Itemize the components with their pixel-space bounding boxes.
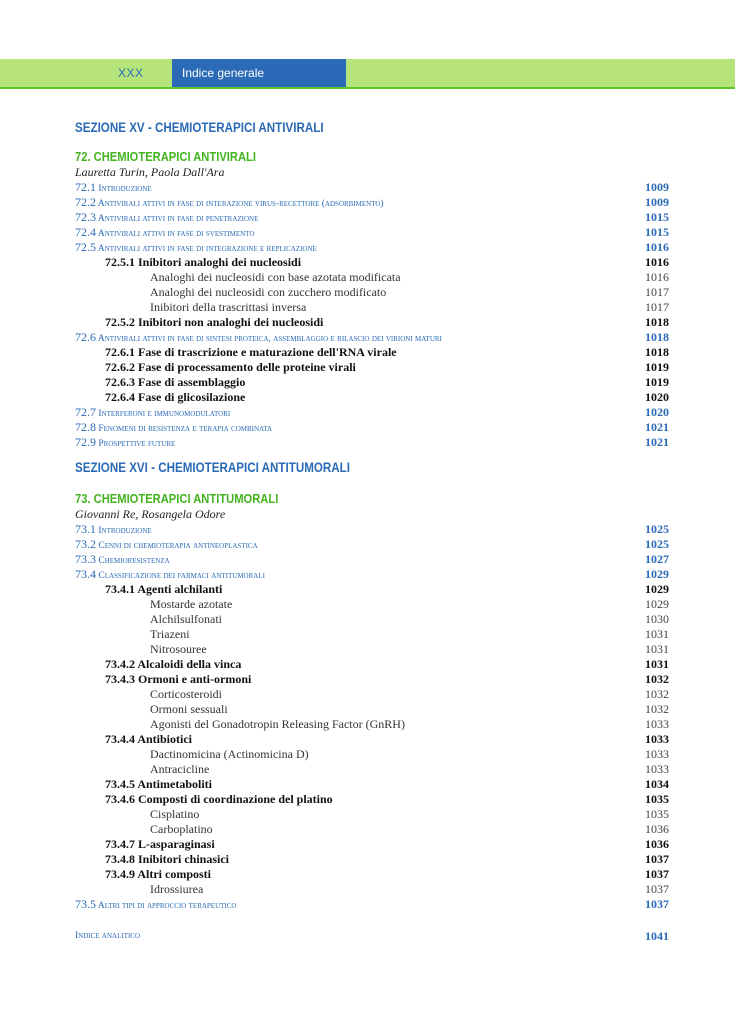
toc-entry xyxy=(75,597,669,612)
toc-entry-label: Triazeni xyxy=(150,627,190,641)
toc-entry-label: 73.4.2 Alcaloidi della vinca xyxy=(105,657,242,671)
toc-entry-number: 73.1 xyxy=(75,522,96,536)
toc-entry xyxy=(75,390,669,405)
toc-entry-title: Antivirali attivi in fase di integrazione e replicazione xyxy=(97,244,317,254)
toc-entry-label xyxy=(75,897,236,914)
toc-entry-title: Antivirali attivi in fase di svestimento xyxy=(97,229,255,239)
toc-entry xyxy=(75,762,669,777)
toc-entry xyxy=(75,435,669,450)
toc-entry-page: 1016 xyxy=(645,240,669,254)
toc-entry xyxy=(75,360,669,375)
toc-entry xyxy=(75,702,669,717)
toc-entry xyxy=(75,195,669,210)
toc-entry-title: Fenomeni di resistenza e terapia combinata xyxy=(98,424,273,434)
section-title: SEZIONE XV - CHEMIOTERAPICI ANTIVIRALI xyxy=(75,120,324,135)
toc-entry-number: 73.4 xyxy=(75,567,96,581)
toc-entry-label: Antracicline xyxy=(150,762,210,776)
toc-entry xyxy=(75,657,669,672)
toc-entry xyxy=(75,582,669,597)
toc-entry-page: 1033 xyxy=(645,762,669,776)
toc-entry-page: 1020 xyxy=(645,390,669,404)
header-page-number: XXX xyxy=(118,66,144,80)
toc-entry xyxy=(75,345,669,360)
toc-entry xyxy=(75,240,669,255)
toc-entry-label: Dactinomicina (Actinomicina D) xyxy=(150,747,309,761)
toc-entry-page: 1025 xyxy=(645,537,669,551)
toc-entry-number: 72.2 xyxy=(75,195,96,209)
toc-entry-page: 1009 xyxy=(645,180,669,194)
toc-entry-page: 1036 xyxy=(645,837,669,851)
toc-entry-page: 1033 xyxy=(645,717,669,731)
toc-entry-title: Prospettive future xyxy=(98,439,176,449)
toc-entry-page: 1017 xyxy=(645,300,669,314)
toc-entry-page: 1020 xyxy=(645,405,669,419)
toc-entry-label: 72.6.3 Fase di assemblaggio xyxy=(105,375,246,389)
toc-entry-page: 1019 xyxy=(645,360,669,374)
toc-entry-label: 72.6.4 Fase di glicosilazione xyxy=(105,390,246,404)
toc-entry-label: 72.5.2 Inibitori non analoghi dei nucleosidi xyxy=(105,315,324,329)
toc-entry-page: 1021 xyxy=(645,420,669,434)
toc-entry-page: 1032 xyxy=(645,702,669,716)
toc-entry-title: Cenni di chemioterapia antineoplastica xyxy=(98,541,258,551)
toc-entry-number: 72.7 xyxy=(75,405,96,419)
toc-entry-page: 1016 xyxy=(645,270,669,284)
toc-entry-number: 72.6 xyxy=(75,330,96,344)
toc-entry-page: 1036 xyxy=(645,822,669,836)
toc-entry xyxy=(75,420,669,435)
toc-entry-page: 1018 xyxy=(645,315,669,329)
toc-entry-label: Carboplatino xyxy=(150,822,213,836)
toc-entry-page: 1035 xyxy=(645,807,669,821)
toc-entry xyxy=(75,642,669,657)
toc-entry xyxy=(75,687,669,702)
toc-entry-page: 1037 xyxy=(645,867,669,881)
toc-entry xyxy=(75,612,669,627)
toc-entry-number: 72.4 xyxy=(75,225,96,239)
toc-entry-label: Idrossiurea xyxy=(150,882,204,896)
toc-entry-page: 1025 xyxy=(645,522,669,536)
toc-entry xyxy=(75,405,669,420)
toc-entry-number: 72.1 xyxy=(75,180,96,194)
header-band xyxy=(0,59,735,87)
toc-entry-title: Introduzione xyxy=(98,184,152,194)
toc-entry xyxy=(75,627,669,642)
toc-entry-label: Inibitori della trascrittasi inversa xyxy=(150,300,307,314)
toc-entry-page: 1037 xyxy=(645,882,669,896)
toc-entry-page: 1033 xyxy=(645,747,669,761)
chapter-authors: Lauretta Turin, Paola Dall'Ara xyxy=(75,165,225,179)
toc-entry-label: 73.4.8 Inibitori chinasici xyxy=(105,852,230,866)
toc-entry-label xyxy=(75,435,175,452)
section-title: SEZIONE XVI - CHEMIOTERAPICI ANTITUMORALI xyxy=(75,460,350,475)
toc-entry xyxy=(75,567,669,582)
toc-entry-page: 1033 xyxy=(645,732,669,746)
toc-entry-title: Antivirali attivi in fase di sintesi proteica, assemblaggio e rilascio dei virioni maturi xyxy=(97,334,442,344)
toc-entry-number: 72.3 xyxy=(75,210,96,224)
toc-entry-page: 1029 xyxy=(645,582,669,596)
toc-entry-label: 73.4.1 Agenti alchilanti xyxy=(105,582,223,596)
chapter-title: 73. CHEMIOTERAPICI ANTITUMORALI xyxy=(75,491,279,506)
toc-entry-page: 1019 xyxy=(645,375,669,389)
toc-entry xyxy=(75,180,669,195)
toc-entry-label: 73.4.6 Composti di coordinazione del platino xyxy=(105,792,333,806)
toc-entry-label: Agonisti del Gonadotropin Releasing Factor (GnRH) xyxy=(150,717,405,731)
toc-entry xyxy=(75,552,669,567)
toc-entry-label: Corticosteroidi xyxy=(150,687,222,701)
toc-entry-number: 72.5 xyxy=(75,240,96,254)
toc-entry-page: 1031 xyxy=(645,657,669,671)
toc-entry xyxy=(75,852,669,867)
toc-entry-label: Analoghi dei nucleosidi con base azotata modificata xyxy=(150,270,401,284)
toc-entry-page: 1009 xyxy=(645,195,669,209)
toc-entry-title: Introduzione xyxy=(98,526,152,536)
toc-entry-label: Nitrosouree xyxy=(150,642,207,656)
toc-entry-page: 1017 xyxy=(645,285,669,299)
toc-entry xyxy=(75,807,669,822)
toc-entry xyxy=(75,837,669,852)
toc-entry xyxy=(75,882,669,897)
toc-entry-title: Chemioresistenza xyxy=(98,556,170,566)
toc-entry-label: Alchilsulfonati xyxy=(150,612,222,626)
toc-entry-page: 1015 xyxy=(645,210,669,224)
toc-entry xyxy=(75,522,669,537)
toc-entry xyxy=(75,330,669,345)
toc-entry xyxy=(75,717,669,732)
toc-entry-number: 73.5 xyxy=(75,897,96,911)
toc-entry xyxy=(75,822,669,837)
toc-entry xyxy=(75,897,669,912)
toc-entry-title: Classificazione dei farmaci antitumorali xyxy=(98,571,265,581)
toc-entry xyxy=(75,777,669,792)
toc-entry-page: 1029 xyxy=(645,567,669,581)
header-title: Indice generale xyxy=(172,59,346,87)
toc-entry-label: Analoghi dei nucleosidi con zucchero modificato xyxy=(150,285,387,299)
toc-entry-page: 1031 xyxy=(645,642,669,656)
toc-entry xyxy=(75,315,669,330)
toc-entry xyxy=(75,747,669,762)
toc-entry xyxy=(75,255,669,270)
toc-entry-label: Indice analitico xyxy=(75,931,141,941)
chapter-title: 72. CHEMIOTERAPICI ANTIVIRALI xyxy=(75,149,256,164)
toc-entry-label: 73.4.9 Altri composti xyxy=(105,867,211,881)
toc-entry-page: 1031 xyxy=(645,627,669,641)
toc-entry-page: 1018 xyxy=(645,345,669,359)
toc-entry xyxy=(75,732,669,747)
toc-entry xyxy=(75,225,669,240)
toc-entry-number: 73.3 xyxy=(75,552,96,566)
toc-entry-label: 73.4.7 L-asparaginasi xyxy=(105,837,215,851)
toc-entry-number: 73.2 xyxy=(75,537,96,551)
toc-entry xyxy=(75,300,669,315)
toc-entry-title: Interferoni e immunomodulatori xyxy=(98,409,231,419)
toc-entry-title: Antivirali attivi in fase di penetrazione xyxy=(97,214,259,224)
toc-entry-page: 1029 xyxy=(645,597,669,611)
toc-entry-page: 1030 xyxy=(645,612,669,626)
toc-entry-label: 73.4.3 Ormoni e anti-ormoni xyxy=(105,672,252,686)
toc-entry xyxy=(75,270,669,285)
toc-entry-label: 73.4.4 Antibiotici xyxy=(105,732,193,746)
toc-entry-label: Ormoni sessuali xyxy=(150,702,228,716)
toc-entry-page: 1018 xyxy=(645,330,669,344)
toc-entry-page: 1037 xyxy=(645,897,669,911)
toc-entry-page: 1034 xyxy=(645,777,669,791)
toc-entry-page: 1032 xyxy=(645,672,669,686)
toc-entry-number: 72.8 xyxy=(75,420,96,434)
toc-entry xyxy=(75,672,669,687)
toc-entry xyxy=(75,375,669,390)
toc-entry-page: 1037 xyxy=(645,852,669,866)
toc-entry-page: 1041 xyxy=(645,929,669,943)
chapter-authors: Giovanni Re, Rosangela Odore xyxy=(75,507,226,521)
toc-entry-number: 72.9 xyxy=(75,435,96,449)
toc-entry-label: 72.6.1 Fase di trascrizione e maturazione dell'RNA virale xyxy=(105,345,397,359)
toc-entry-title: Altri tipi di approccio terapeutico xyxy=(97,901,237,911)
toc-entry-page: 1015 xyxy=(645,225,669,239)
toc-entry-page: 1035 xyxy=(645,792,669,806)
toc-entry-label: 73.4.5 Antimetaboliti xyxy=(105,777,212,791)
header-rule xyxy=(0,87,735,89)
toc-entry-page: 1027 xyxy=(645,552,669,566)
table-of-contents xyxy=(75,108,669,944)
toc-entry-label: Cisplatino xyxy=(150,807,200,821)
toc-entry xyxy=(75,867,669,882)
toc-entry xyxy=(75,929,669,944)
toc-entry-label: 72.6.2 Fase di processamento delle proteine virali xyxy=(105,360,356,374)
toc-entry-page: 1016 xyxy=(645,255,669,269)
toc-entry xyxy=(75,210,669,225)
toc-entry-label: 72.5.1 Inibitori analoghi dei nucleosidi xyxy=(105,255,302,269)
toc-entry xyxy=(75,537,669,552)
toc-entry-page: 1032 xyxy=(645,687,669,701)
toc-entry xyxy=(75,285,669,300)
toc-entry-page: 1021 xyxy=(645,435,669,449)
toc-entry-title: Antivirali attivi in fase di interazione virus-recettore (adsorbimento) xyxy=(97,199,384,209)
toc-entry-label: Mostarde azotate xyxy=(150,597,233,611)
toc-entry xyxy=(75,792,669,807)
